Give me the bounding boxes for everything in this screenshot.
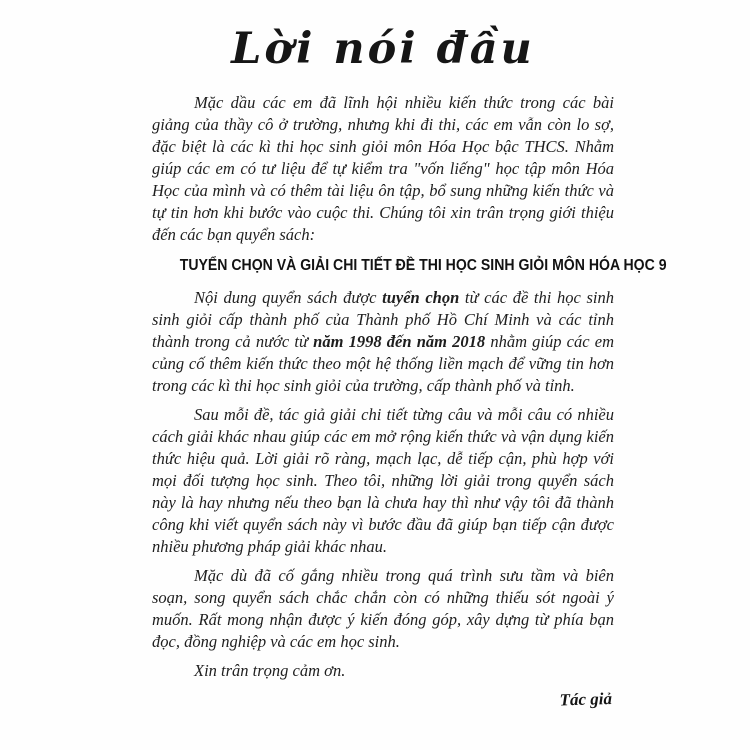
- text-block: [152, 22, 667, 710]
- foreword-title: Lời nói đầu: [231, 24, 535, 74]
- paragraph-intro: Mặc dầu các em đã lĩnh hội nhiều kiến thức trong các bài giảng của thầy cô ở trường, nhưng khi đi thi, các em vẫn còn lo sợ, đặc biệt là các kì thi học sinh giỏi môn Hóa Học bậc THCS. Nhằm giúp các em có tư liệu để tự kiểm tra "vốn liếng" học tập môn Hóa Học của mình và có thêm tài liệu ôn tập, bổ sung những kiến thức và tự tin hơn khi bước vào cuộc thi. Chúng tôi xin trân trọng giới thiệu đến các bạn quyển sách:: [152, 92, 614, 244]
- closing-line: Xin trân trọng cảm ơn.: [194, 660, 346, 680]
- paragraph-solutions: Sau mỗi đề, tác giả giải chi tiết từng câu và mỗi câu có nhiều cách giải khác nhau giúp các em mở rộng kiến thức và vận dụng kiến thức hiệu quả. Lời giải rõ ràng, mạch lạc, dễ tiếp cận, phù hợp với mọi đối tượng học sinh. Theo tôi, những lời giải trong quyển sách này là hay nhưng nếu theo bạn là chưa hay thì như vậy tôi đã thành công khi viết quyển sách này vì bước đầu đã giúp bạn tiếp cận được nhiều phương pháp giải khác nhau.: [152, 404, 614, 556]
- author-signature: Tác giả: [559, 688, 613, 710]
- book-title-heading: TUYỂN CHỌN VÀ GIẢI CHI TIẾT ĐỀ THI HỌC SINH GIỎI MÔN HÓA HỌC 9: [179, 256, 667, 274]
- paragraph-content-selection: Nội dung quyển sách được tuyển chọn từ các đề thi học sinh sinh giỏi cấp thành phố của Thành phố Hồ Chí Minh và các tỉnh thành trong cả nước từ năm 1998 đến năm 2018 nhằm giúp các em củng cố thêm kiến thức theo một hệ thống liền mạch để vững tin hơn trong các kì thi học sinh giỏi của trường, cấp thành phố và tỉnh.: [152, 287, 614, 395]
- paragraph-apology: Mặc dù đã cố gắng nhiều trong quá trình sưu tầm và biên soạn, song quyển sách chắc chắn còn có những thiếu sót ngoài ý muốn. Rất mong nhận được ý kiến đóng góp, xây dựng từ phía bạn đọc, đồng nghiệp và các em học sinh.: [152, 565, 614, 651]
